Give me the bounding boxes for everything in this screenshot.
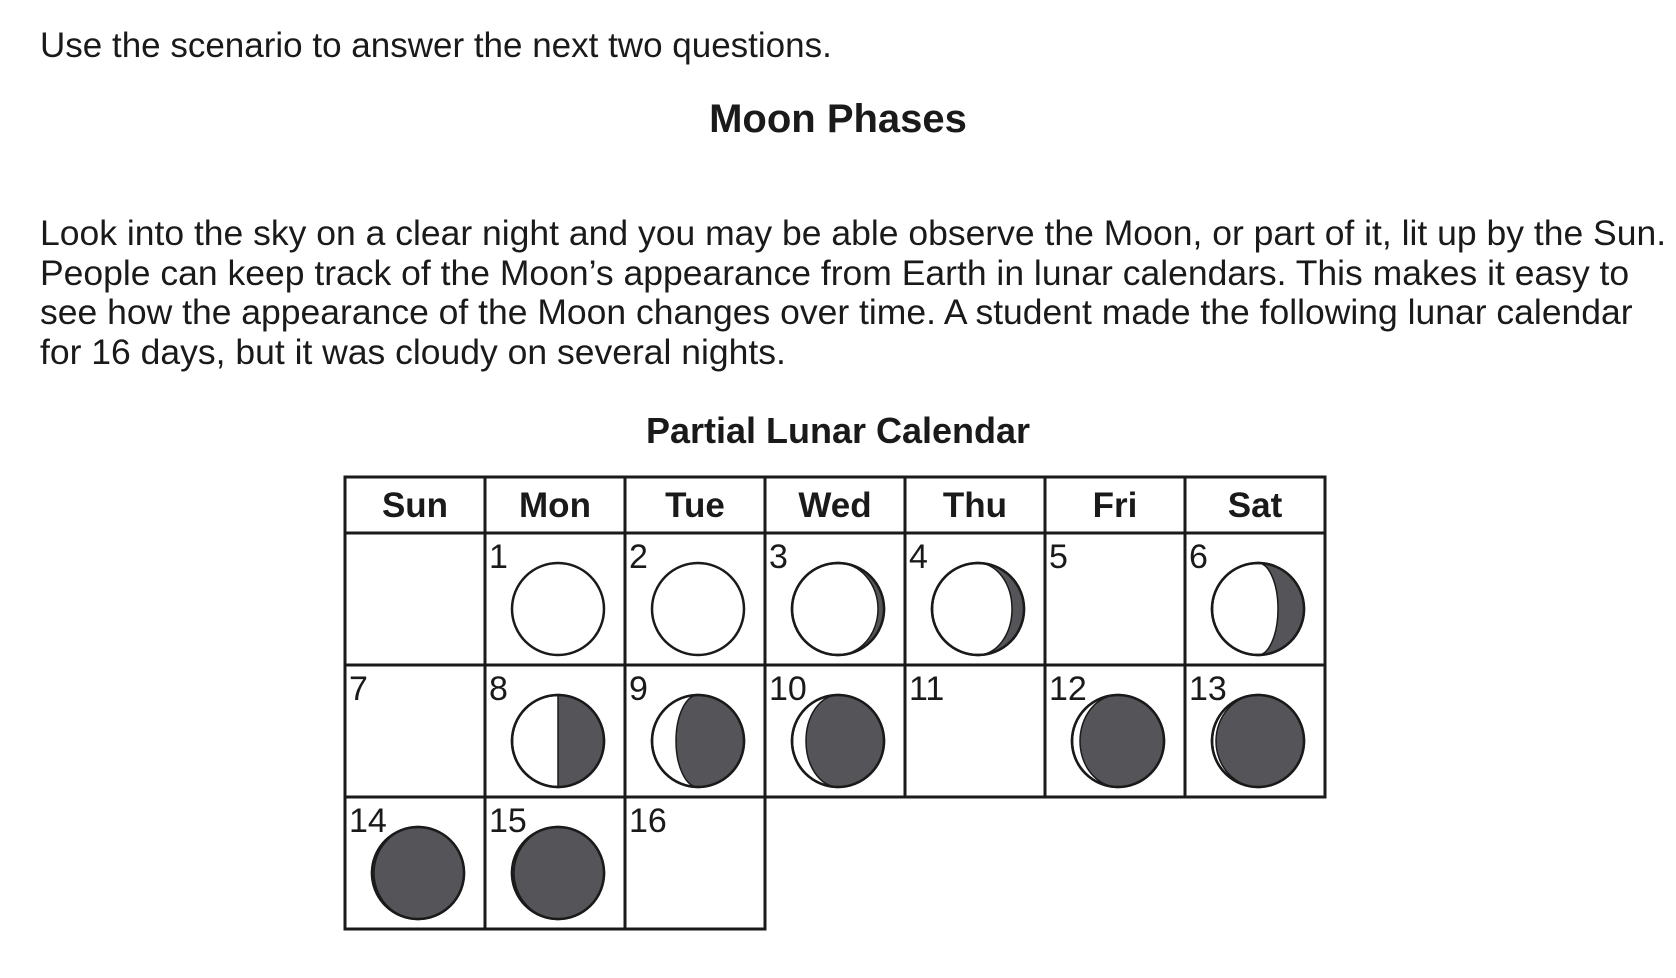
date-number: 3 bbox=[769, 538, 788, 576]
calendar-day-7 bbox=[345, 665, 485, 797]
date-number: 14 bbox=[349, 802, 387, 840]
date-number: 15 bbox=[489, 802, 527, 840]
date-number: 9 bbox=[629, 670, 648, 708]
date-number: 16 bbox=[629, 802, 667, 840]
calendar-day-13 bbox=[1185, 665, 1325, 797]
day-header-wed: Wed bbox=[798, 486, 872, 525]
calendar-day-15 bbox=[485, 797, 625, 929]
calendar-day-16 bbox=[625, 797, 765, 929]
page-title: Moon Phases bbox=[709, 97, 967, 141]
calendar-day-14 bbox=[345, 797, 485, 929]
calendar-day-11 bbox=[905, 665, 1045, 797]
date-number: 8 bbox=[489, 670, 508, 708]
calendar-day-3 bbox=[765, 533, 905, 665]
calendar-day-2 bbox=[625, 533, 765, 665]
day-header-fri: Fri bbox=[1092, 486, 1138, 525]
date-number: 7 bbox=[349, 670, 368, 708]
calendar-day-5 bbox=[1045, 533, 1185, 665]
day-header-mon: Mon bbox=[519, 486, 591, 525]
calendar-cell-empty bbox=[345, 533, 485, 665]
calendar-day-6 bbox=[1185, 533, 1325, 665]
moon-shadow bbox=[558, 695, 604, 787]
intro-text: Use the scenario to answer the next two questions. bbox=[40, 26, 832, 65]
day-header-tue: Tue bbox=[665, 486, 725, 525]
date-number: 4 bbox=[909, 538, 928, 576]
day-header-sun: Sun bbox=[381, 486, 449, 525]
date-number: 1 bbox=[489, 538, 508, 576]
calendar-day-1 bbox=[485, 533, 625, 665]
day-header-thu: Thu bbox=[942, 486, 1008, 525]
lunar-calendar bbox=[343, 475, 1333, 935]
date-number: 12 bbox=[1049, 670, 1087, 708]
date-number: 2 bbox=[629, 538, 648, 576]
calendar-day-4 bbox=[905, 533, 1045, 665]
day-header-sat: Sat bbox=[1227, 486, 1283, 525]
lunar-calendar-grid bbox=[343, 475, 1333, 935]
date-number: 11 bbox=[909, 670, 945, 708]
date-number: 13 bbox=[1189, 670, 1227, 708]
date-number: 10 bbox=[769, 670, 807, 708]
calendar-day-8 bbox=[485, 665, 625, 797]
date-number: 5 bbox=[1049, 538, 1068, 576]
calendar-day-12 bbox=[1045, 665, 1185, 797]
calendar-day-9 bbox=[625, 665, 765, 797]
moon-disk bbox=[512, 563, 604, 655]
date-number: 6 bbox=[1189, 538, 1208, 576]
moon-disk bbox=[652, 563, 744, 655]
scenario-passage: Look into the sky on a clear night and you may be able observe the Moon, or part of it, lit up by the Sun. People can keep track of the Moon’s appearance from Earth in lunar calendars. This makes it easy to see how the appearance of the Moon changes over time. A student made the following lunar calendar for 16 days, but it was cloudy on several nights. bbox=[40, 213, 1667, 372]
moon-shadow bbox=[676, 695, 744, 787]
calendar-day-10 bbox=[765, 665, 905, 797]
calendar-title: Partial Lunar Calendar bbox=[645, 410, 1031, 451]
